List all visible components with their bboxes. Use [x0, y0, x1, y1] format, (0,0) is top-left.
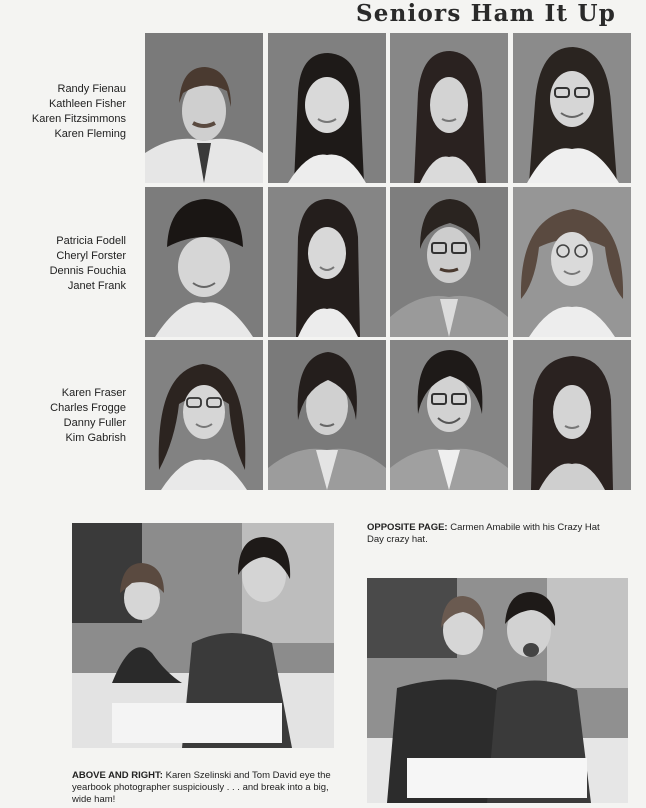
caption-text: Karen Szelinski and Tom David eye the yearbook photographer suspiciously . . . and break into a big, wide ham! — [72, 770, 331, 805]
caption-opposite-page — [367, 522, 617, 546]
student-name: Cheryl Forster — [56, 250, 126, 262]
portrait-karen-fitzsimmons — [390, 33, 508, 183]
portrait-karen-fraser — [145, 340, 263, 490]
student-name: Karen Fleming — [54, 128, 126, 140]
portrait-janet-frank — [513, 187, 631, 337]
student-name: Kim Gabrish — [65, 432, 126, 444]
caption-label: ABOVE AND RIGHT: — [72, 770, 163, 781]
portrait-randy-fienau — [145, 33, 263, 183]
caption-label: OPPOSITE PAGE: — [367, 522, 448, 533]
portrait-charles-frogge — [268, 340, 386, 490]
student-name: Patricia Fodell — [56, 235, 126, 247]
row-3-names — [20, 386, 126, 446]
portrait-kathleen-fisher — [268, 33, 386, 183]
row-1-names — [20, 82, 126, 142]
student-name: Danny Fuller — [63, 417, 126, 429]
portrait-kim-gabrish — [513, 340, 631, 490]
student-name: Dennis Fouchia — [49, 265, 126, 277]
student-name: Janet Frank — [67, 280, 126, 292]
portrait-patricia-fodell — [145, 187, 263, 337]
candid-photo-karen-tom-eye — [72, 523, 334, 748]
portrait-dennis-fouchia — [390, 187, 508, 337]
portrait-karen-fleming — [513, 33, 631, 183]
student-name: Karen Fitzsimmons — [31, 113, 126, 125]
portrait-cheryl-forster — [268, 187, 386, 337]
student-name: Charles Frogge — [50, 402, 126, 414]
row-2-names — [20, 234, 126, 294]
caption-above-and-right — [72, 770, 340, 806]
candid-photo-karen-tom-ham — [367, 578, 628, 803]
caption-text: Carmen Amabile with his Crazy Hat Day crazy hat. — [367, 522, 600, 545]
student-name: Karen Fraser — [61, 387, 126, 399]
student-name: Randy Fienau — [57, 83, 126, 95]
student-name: Kathleen Fisher — [48, 98, 126, 110]
page-title: Seniors Ham It Up — [355, 0, 616, 27]
portrait-danny-fuller — [390, 340, 508, 490]
